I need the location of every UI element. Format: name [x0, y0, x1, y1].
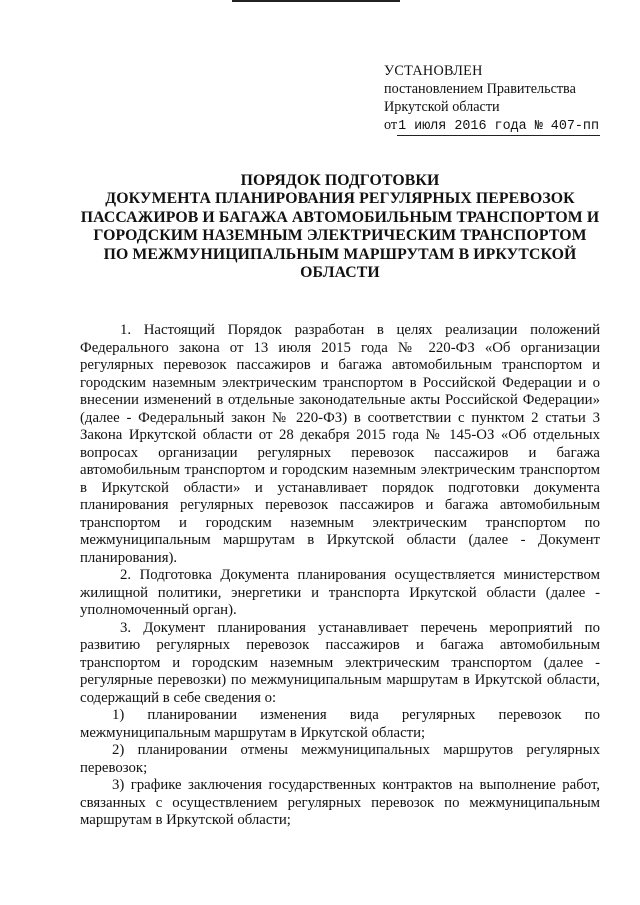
- approval-stamp: [384, 62, 600, 136]
- approval-authority: постановлением Правительства: [384, 81, 576, 97]
- list-item-3: 3) графике заключения государственных контрактов на выполнение работ, связанных с осуществлением регулярных перевозок по межмуниципальным маршрутам в Иркутской области;: [80, 777, 600, 828]
- title-line: ДОКУМЕНТА ПЛАНИРОВАНИЯ РЕГУЛЯРНЫХ ПЕРЕВОЗОК: [105, 190, 575, 208]
- title-line: ПОРЯДОК ПОДГОТОВКИ: [240, 172, 440, 189]
- paragraph-2: 2. Подготовка Документа планирования осуществляется министерством жилищной политики, энергетики и транспорта Иркутской области (далее - уполномоченный орган).: [80, 567, 600, 618]
- approval-date-number: 1 июля 2016 года № 407-пп: [398, 119, 600, 134]
- paragraph-1: 1. Настоящий Порядок разработан в целях реализации положений Федерального закона от 13 июля 2015 года № 220-ФЗ «Об организации регулярных перевозок пассажиров и багажа автомобильным транспортом и городским наземным электрическим транспортом в Российской Федерации и о внесении изменений в отдельные законодательные акты Российской Федерации» (далее - Федеральный закон № 220-ФЗ) в соответствии с пунктом 2 статьи 3 Закона Иркутской области от 28 декабря 2015 года № 145-ОЗ «Об отдельных вопросах организации регулярных перевозок пассажиров и багажа автомобильным транспортом и городским наземным электрическим транспортом в Иркутской области» и устанавливает порядок подготовки документа планирования регулярных перевозок пассажиров и багажа автомобильным транспортом и городским наземным электрическим транспортом по межмуниципальным маршрутам в Иркутской области (далее - Документ планирования).: [80, 322, 600, 566]
- list-item-1: 1) планировании изменения вида регулярных перевозок по межмуниципальным маршрутам в Иркутской области;: [80, 707, 600, 741]
- title-line: ПАССАЖИРОВ И БАГАЖА АВТОМОБИЛЬНЫМ ТРАНСПОРТОМ И: [80, 208, 600, 226]
- document-title: [60, 172, 620, 282]
- top-edge-line: [232, 0, 400, 2]
- approval-heading: УСТАНОВЛЕН: [384, 63, 483, 79]
- list-item-2: 2) планировании отмены межмуниципальных маршрутов регулярных перевозок;: [80, 742, 600, 776]
- title-line: ГОРОДСКИМ НАЗЕМНЫМ ЭЛЕКТРИЧЕСКИМ ТРАНСПОРТОМ: [93, 227, 587, 245]
- paragraph-3: 3. Документ планирования устанавливает перечень мероприятий по развитию регулярных перевозок пассажиров и багажа автомобильным транспортом и городским наземным электрическим транспортом (далее - регулярные перевозки) по межмуниципальным маршрутам в Иркутской области, содержащий в себе сведения о:: [80, 619, 600, 706]
- document-body: [80, 322, 600, 830]
- approval-region: Иркутской области: [384, 99, 500, 115]
- approval-date-row: [384, 116, 600, 136]
- approval-date-prefix: от: [384, 117, 398, 133]
- title-line: ОБЛАСТИ: [300, 264, 380, 282]
- title-line: ПО МЕЖМУНИЦИПАЛЬНЫМ МАРШРУТАМ В ИРКУТСКОЙ: [103, 245, 577, 263]
